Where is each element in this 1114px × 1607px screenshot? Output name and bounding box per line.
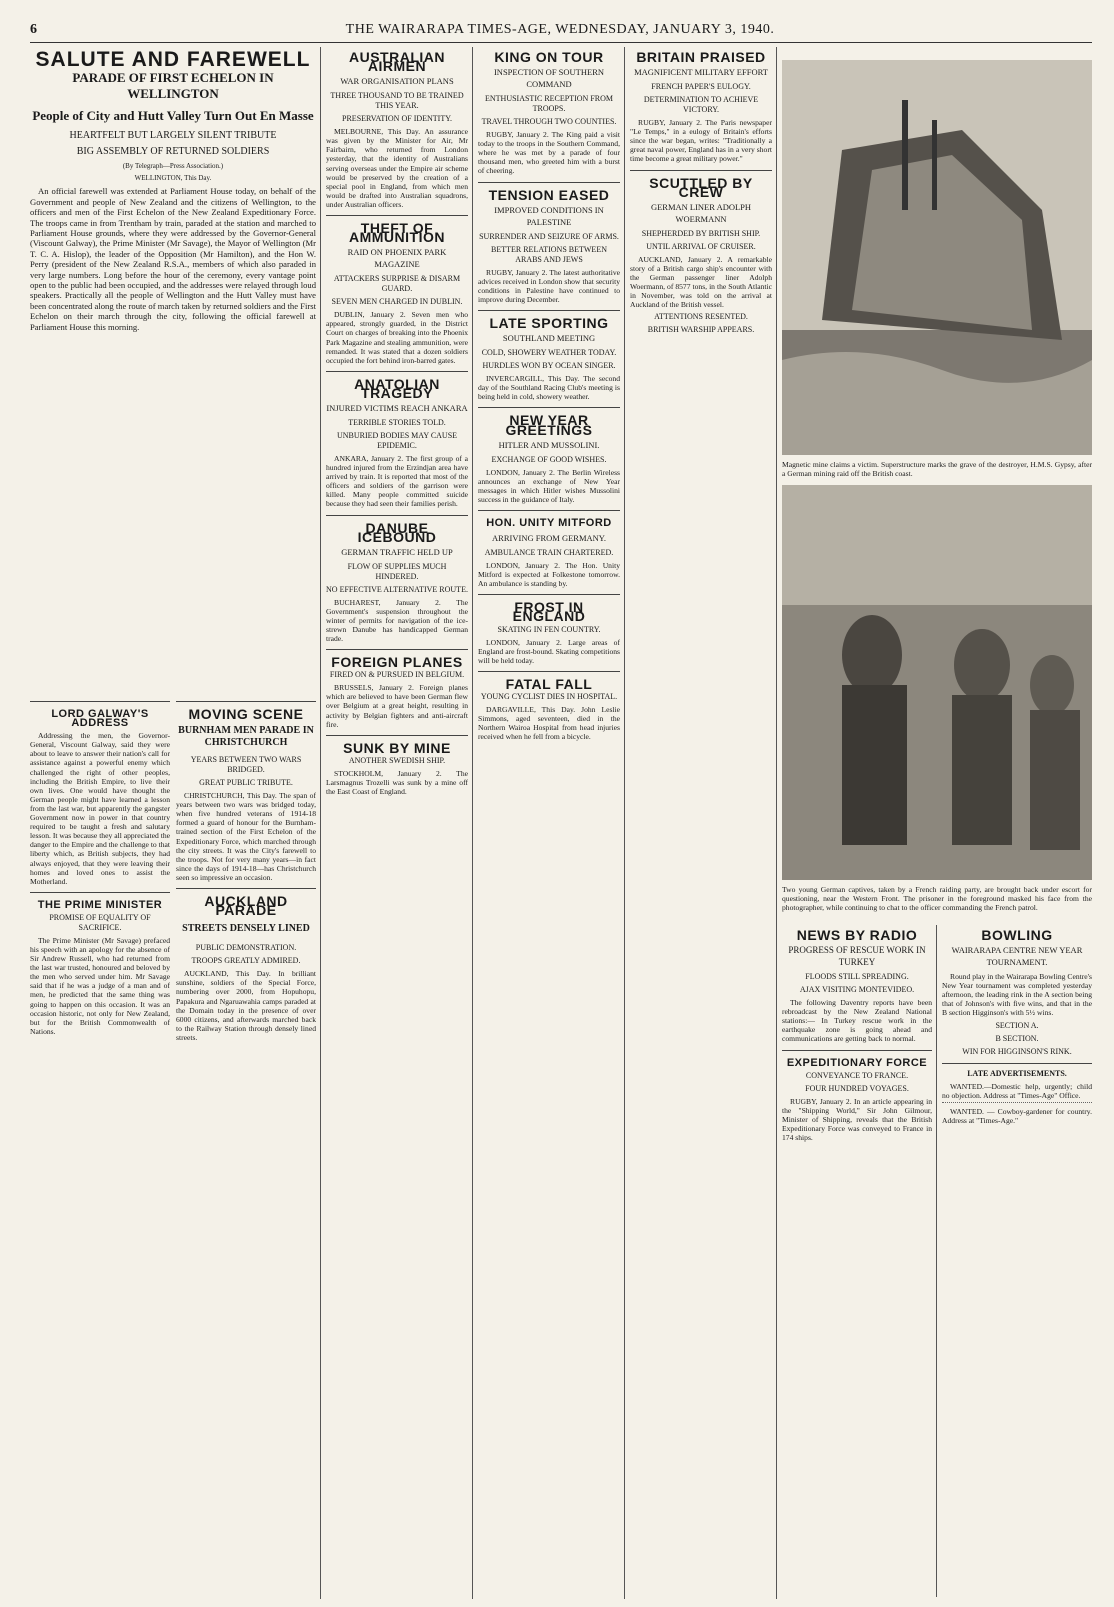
headline: KING ON TOUR (494, 49, 604, 65)
section-subhead: ATTENTIONS RESENTED. (654, 312, 748, 322)
subheadline: IMPROVED CONDITIONS IN PALESTINE (494, 204, 604, 227)
deck: PROMISE OF EQUALITY OF SACRIFICE. (49, 912, 151, 932)
photo-caption: Two young German captives, taken by a French raiding party, are brought back under escort for questioning, near the Western Front. The prisoner in the foreground masked his face from the photographer, while continuing to chat to the officer commanding the French patrol. (782, 885, 1092, 912)
deck: UNBURIED BODIES MAY CAUSE EPIDEMIC. (336, 430, 458, 450)
deck: TERRIBLE STORIES TOLD. (348, 417, 446, 427)
article-body: BUCHAREST, January 2. The Government's suspension throughout the winter of permits for navigation of the ice-strewn Danube has handicapped German trade. (326, 597, 468, 644)
headline: ANATOLIAN TRAGEDY (354, 375, 440, 401)
deck: AMBULANCE TRAIN CHARTERED. (484, 548, 614, 558)
subheadline: WAR ORGANISATION PLANS (340, 76, 454, 87)
deck: ATTACKERS SURPRISE & DISARM GUARD. (333, 274, 461, 294)
masthead-rule (30, 42, 1092, 43)
article-galway (30, 695, 170, 1595)
article-body: BRUSSELS, January 2. Foreign planes which are believed to have been German flew over Belgium at a great height, resulting in activity by Belgian fighters and anti-aircraft fire. (326, 683, 468, 729)
column-6 (942, 925, 1092, 1595)
photo-caption: Magnetic mine claims a victim. Superstructure marks the grave of the destroyer, H.M.S. Gypsy, after a German mining raid off the British coast. (782, 460, 1092, 478)
article-moving-scene (176, 695, 316, 1595)
classified-ad: WANTED.—Domestic help, urgently; child no objection. Address at "Times-Age" Office. (942, 1081, 1092, 1100)
headline: TENSION EASED (488, 186, 610, 203)
masthead (30, 22, 1090, 40)
deck: TROOPS GREATLY ADMIRED. (191, 956, 301, 966)
deck: BETTER RELATIONS BETWEEN ARABS AND JEWS (491, 244, 607, 264)
deck: ENTHUSIASTIC RECEPTION FROM TROOPS. (484, 94, 613, 114)
headline: THEFT OF AMMUNITION (349, 220, 445, 246)
subheadline: PROGRESS OF RESCUE WORK IN TURKEY (788, 945, 926, 968)
column-divider (624, 47, 625, 1599)
subheadline: WAIRARAPA CENTRE NEW YEAR TOURNAMENT. (951, 945, 1083, 968)
headline: FOREIGN PLANES (331, 654, 463, 671)
deck: AJAX VISITING MONTEVIDEO. (799, 985, 915, 995)
article-body: RUGBY, January 2. In an article appearing in the "Shipping World," Sir John Gilmour, Minister of Shipping, reveals that the British Expeditionary Force was conveyed to France in 174 ships. (782, 1096, 932, 1143)
masthead-title: THE WAIRARAPA TIMES-AGE, WEDNESDAY, JANUARY 3, 1940. (345, 22, 775, 37)
subheadline: INJURED VICTIMS REACH ANKARA (326, 402, 468, 413)
deck: FLOODS STILL SPREADING. (805, 972, 909, 982)
deck: YEARS BETWEEN TWO WARS BRIDGED. (190, 755, 302, 775)
subheadline: People of City and Hutt Valley Turn Out En Masse (32, 108, 314, 124)
article-body: The Prime Minister (Mr Savage) prefaced his speech with an apology for the absence of Sir Andrew Russell, who had returned from the last war trusted, honoured and beloved by the men who served under him. Mr Savage said that if he was a judge of a man and of men, he predicted that the same thing was going to happen on this occasion. It was an occasion historic, not only for New Zealand, but for the British Commonwealth of Nations. (30, 935, 170, 1036)
deck: SHEPHERDED BY BRITISH SHIP. (641, 228, 761, 238)
article-body: LONDON, January 2. The Hon. Unity Mitford is expected at Folkestone tomorrow. An ambulance is standing by. (478, 561, 620, 589)
deck: HEARTFELT BUT LARGELY SILENT TRIBUTE (69, 130, 277, 142)
section-subhead: BRITISH WARSHIP APPEARS. (647, 325, 755, 335)
article-body: INVERCARGILL, This Day. The second day of the Southland Racing Club's meeting is being held in cold, showery weather. (478, 374, 620, 402)
deck: UNTIL ARRIVAL OF CRUISER. (646, 241, 756, 251)
deck: SEVEN MEN CHARGED IN DUBLIN. (331, 297, 463, 307)
deck: SKATING IN FEN COUNTRY. (497, 624, 601, 634)
headline: NEWS BY RADIO (796, 927, 918, 943)
section-subhead: SECTION A. (995, 1020, 1039, 1030)
ads-heading: LATE ADVERTISEMENTS. (967, 1068, 1067, 1078)
article-body: DARGAVILLE, This Day. John Leslie Simmons, aged seventeen, died in the Northern Wairoa Hospital from head injuries received when he fell from a bicycle. (478, 704, 620, 742)
headline: LORD GALWAY'S ADDRESS (51, 708, 149, 730)
headline: FROST IN ENGLAND (512, 599, 586, 625)
classified-ad: WANTED. — Cowboy-gardener for country. Address at "Times-Age." (942, 1106, 1092, 1125)
article-body: CHRISTCHURCH, This Day. The span of years between two wars was bridged today, when five hundred veterans of 1914-18 formed a guard of honour for the Burnham-trained section of the First Echelon of the Expeditionary Force, which marched through the city streets. It was the City's farewell to the troops. Not for very many years—in fact since the days of 1914-18—has Christchurch seen so impressive an occasion. (176, 791, 316, 882)
article-salute (30, 47, 316, 687)
subheadline: ARRIVING FROM GERMANY. (492, 533, 606, 544)
section-subhead: B SECTION. (995, 1033, 1039, 1043)
deck: COLD, SHOWERY WEATHER TODAY. (481, 348, 617, 358)
deck: ANOTHER SWEDISH SHIP. (348, 755, 446, 765)
deck: FRENCH PAPER'S EULOGY. (651, 82, 751, 92)
column-5 (782, 925, 932, 1595)
headline: EXPEDITIONARY FORCE (786, 1056, 928, 1069)
headline: HON. UNITY MITFORD (486, 516, 612, 529)
photo-german-captives (782, 485, 1092, 880)
headline: BRITAIN PRAISED (636, 49, 766, 65)
photo-destroyer-wreck (782, 60, 1092, 455)
headline: NEW YEAR GREETINGS (505, 412, 593, 438)
headline: SUNK BY MINE (343, 739, 451, 756)
column-3 (478, 47, 620, 1599)
column-divider (320, 47, 321, 1599)
headline: BOWLING (981, 927, 1053, 943)
headline: AUSTRALIAN AIRMEN (349, 49, 445, 75)
article-body: RUGBY, January 2. The latest authoritative advices received in London show that security conditions in Palestine have continued to improve during December. (478, 267, 620, 304)
subheadline: HITLER AND MUSSOLINI. (498, 439, 600, 450)
deck: PRESERVATION OF IDENTITY. (342, 114, 452, 124)
subheadline: MAGNIFICENT MILITARY EFFORT (634, 67, 768, 78)
column-divider (776, 47, 777, 1599)
subheadline: GERMAN LINER ADOLPH WOERMANN (650, 201, 752, 224)
headline: LATE SPORTING (489, 315, 609, 332)
subheadline: INSPECTION OF SOUTHERN COMMAND (493, 67, 605, 90)
deck: FIRED ON & PURSUED IN BELGIUM. (329, 670, 465, 680)
headline: MOVING SCENE (188, 706, 304, 722)
article-body: AUCKLAND, This Day. In brilliant sunshine, soldiers of the Special Force, numbering over 2000, from Hopuhopu, Papakura and Ngaruawahia camps paraded at the Domain today in the presence of over 6000 citizens, and afterwards marched back to the Railway Station through densely lined streets. (176, 969, 316, 1042)
article-body: ANKARA, January 2. The first group of a hundred injured from the Erzindjan area have arrived by train. It is reported that most of the officers and soldiers of the garrison were killed. Many people committed suicide because they had seen their families perish. (326, 453, 468, 509)
article-body: Round play in the Wairarapa Bowling Centre's New Year tournament was completed yesterday afternoon, the leading rink in the A section being that of Johnson's with five wins, and that in the B section Higginson's with 5½ wins. (942, 972, 1092, 1018)
subheadline: STREETS DENSELY LINED (182, 923, 310, 935)
article-body: STOCKHOLM, January 2. The Larsmagnus Trozelli was sunk by a mine off the East Coast of England. (326, 768, 468, 797)
headline: AUCKLAND PARADE (204, 893, 288, 919)
deck: DETERMINATION TO ACHIEVE VICTORY. (643, 95, 759, 115)
headline: THE PRIME MINISTER (37, 898, 163, 911)
article-body: DUBLIN, January 2. Seven men who appeared, strongly guarded, in the District Court on charges of breaking into the Phoenix Park Magazine and stealing ammunition, were remanded. It was stated that a dozen soldiers occupied the fort behind iron-barred gates. (326, 310, 468, 365)
article-body: LONDON, January 2. The Berlin Wireless announces an exchange of New Year messages in which Hitler wishes Mussolini success in the guidance of Italy. (478, 467, 620, 504)
subheadline: RAID ON PHOENIX PARK MAGAZINE (347, 247, 447, 270)
section-subhead: WIN FOR HIGGINSON'S RINK. (962, 1046, 1072, 1056)
deck: BIG ASSEMBLY OF RETURNED SOLDIERS (76, 146, 270, 158)
headline: FATAL FALL (505, 675, 593, 692)
subheadline: BURNHAM MEN PARADE IN CHRISTCHURCH (178, 725, 314, 749)
deck: THREE THOUSAND TO BE TRAINED THIS YEAR. (330, 91, 464, 111)
article-body: An official farewell was extended at Parliament House today, on behalf of the Government and people of New Zealand and the citizens of Wellington, to the officers and men of the First Echelon of the New Zealand Expeditionary Force. The troops came in from Trentham by train, paraded at the station and marched to Parliament House grounds, where they were addressed by the Governor-General (Viscount Galway), the Prime Minister (Mr Savage), the Mayor of Wellington (Mr T. C. A. Hislop), the leader of the Opposition (Mr Hamilton), and the Hon W. Perry (president of the New Zealand R.S.A., members of which also paraded in very large numbers. Long before the hour of the ceremony, every vantage point open to the public had been occupied, and the addresses were relayed through loud speakers. Practically all the people of Wellington and the Hutt Valley must have been concentrated along the route of march taken by returned soldiers and the First Echelon on their march through the city, following the official farewell at Parliament House this morning. (30, 186, 316, 332)
column-2 (326, 47, 468, 1599)
deck: HURDLES WON BY OCEAN SINGER. (482, 361, 616, 371)
deck: EXCHANGE OF GOOD WISHES. (491, 454, 607, 464)
deck: PUBLIC DEMONSTRATION. (195, 943, 297, 953)
page-number: 6 (30, 22, 38, 37)
subheadline: SOUTHLAND MEETING (502, 333, 596, 344)
article-body: LONDON, January 2. Large areas of England are frost-bound. Skating competitions will be held today. (478, 637, 620, 665)
deck: SURRENDER AND SEIZURE OF ARMS. (479, 231, 619, 241)
column-divider (472, 47, 473, 1599)
deck: YOUNG CYCLIST DIES IN HOSPITAL. (480, 691, 618, 701)
subheadline: GERMAN TRAFFIC HELD UP (341, 546, 453, 557)
article-body: AUCKLAND, January 2. A remarkable story of a British cargo ship's encounter with the German passenger liner Adolph Woermann, of 8577 tons, in the South Atlantic in November, was told on the arrival at Auckland of the British vessel. (630, 254, 772, 310)
column-divider (936, 925, 937, 1597)
deck: TRAVEL THROUGH TWO COUNTIES. (481, 117, 617, 127)
deck: NO EFFECTIVE ALTERNATIVE ROUTE. (326, 584, 468, 594)
subheadline: PARADE OF FIRST ECHELON IN WELLINGTON (72, 70, 274, 102)
headline: SCUTTLED BY CREW (649, 174, 753, 200)
article-body: RUGBY, January 2. The King paid a visit today to the troops in the Southern Command, where he was met by a parade of four thousand men, who greeted him with a burst of cheering. (478, 130, 620, 176)
deck: FLOW OF SUPPLIES MUCH HINDERED. (347, 561, 447, 581)
article-body: Addressing the men, the Governor-General, Viscount Galway, said they were about to leave to answer their nation's call for assistance against a powerful enemy which challenged the right of other peoples, including the British Empire, to live their own lives. One would have thought the German people might have learned a lesson from the last war, but apparently the gangster Government now in power in that country required to be taught a fresh and salutary lesson. It was because they all appreciated the danger to the Empire and the challenge to that liberty which, as British subjects, they had always enjoyed, that they were leaving their homes and loved ones to assist the Motherland. (30, 731, 170, 886)
byline: (By Telegraph—Press Association.) (122, 162, 224, 171)
deck: FOUR HUNDRED VOYAGES. (805, 1083, 909, 1093)
article-body: The following Daventry reports have been rebroadcast by the New Zealand National stations:— In Turkey rescue work in the earthquake zone is going ahead and communications are getting back to normal. (782, 998, 932, 1044)
deck: GREAT PUBLIC TRIBUTE. (199, 778, 293, 788)
article-body: MELBOURNE, This Day. An assurance was given by the Minister for Air, Mr Fairbairn, who returned from London yesterday, that the identity of Australians serving overseas under the Empire air scheme would be preserved by the creation of a special pool in England, from which men would be drafted into Australian squadrons, under Australian officers. (326, 127, 468, 209)
article-body: RUGBY, January 2. The Paris newspaper "Le Temps," in a eulogy of Britain's efforts since the war began, writes: "Traditionally a great naval power, England has in a very short time become a great military power." (630, 118, 772, 164)
headline: DANUBE ICEBOUND (357, 519, 437, 545)
headline: SALUTE AND FAREWELL (35, 48, 311, 71)
dateline: WELLINGTON, This Day. (134, 174, 212, 183)
column-4 (630, 47, 772, 1599)
deck: CONVEYANCE TO FRANCE. (805, 1070, 909, 1080)
